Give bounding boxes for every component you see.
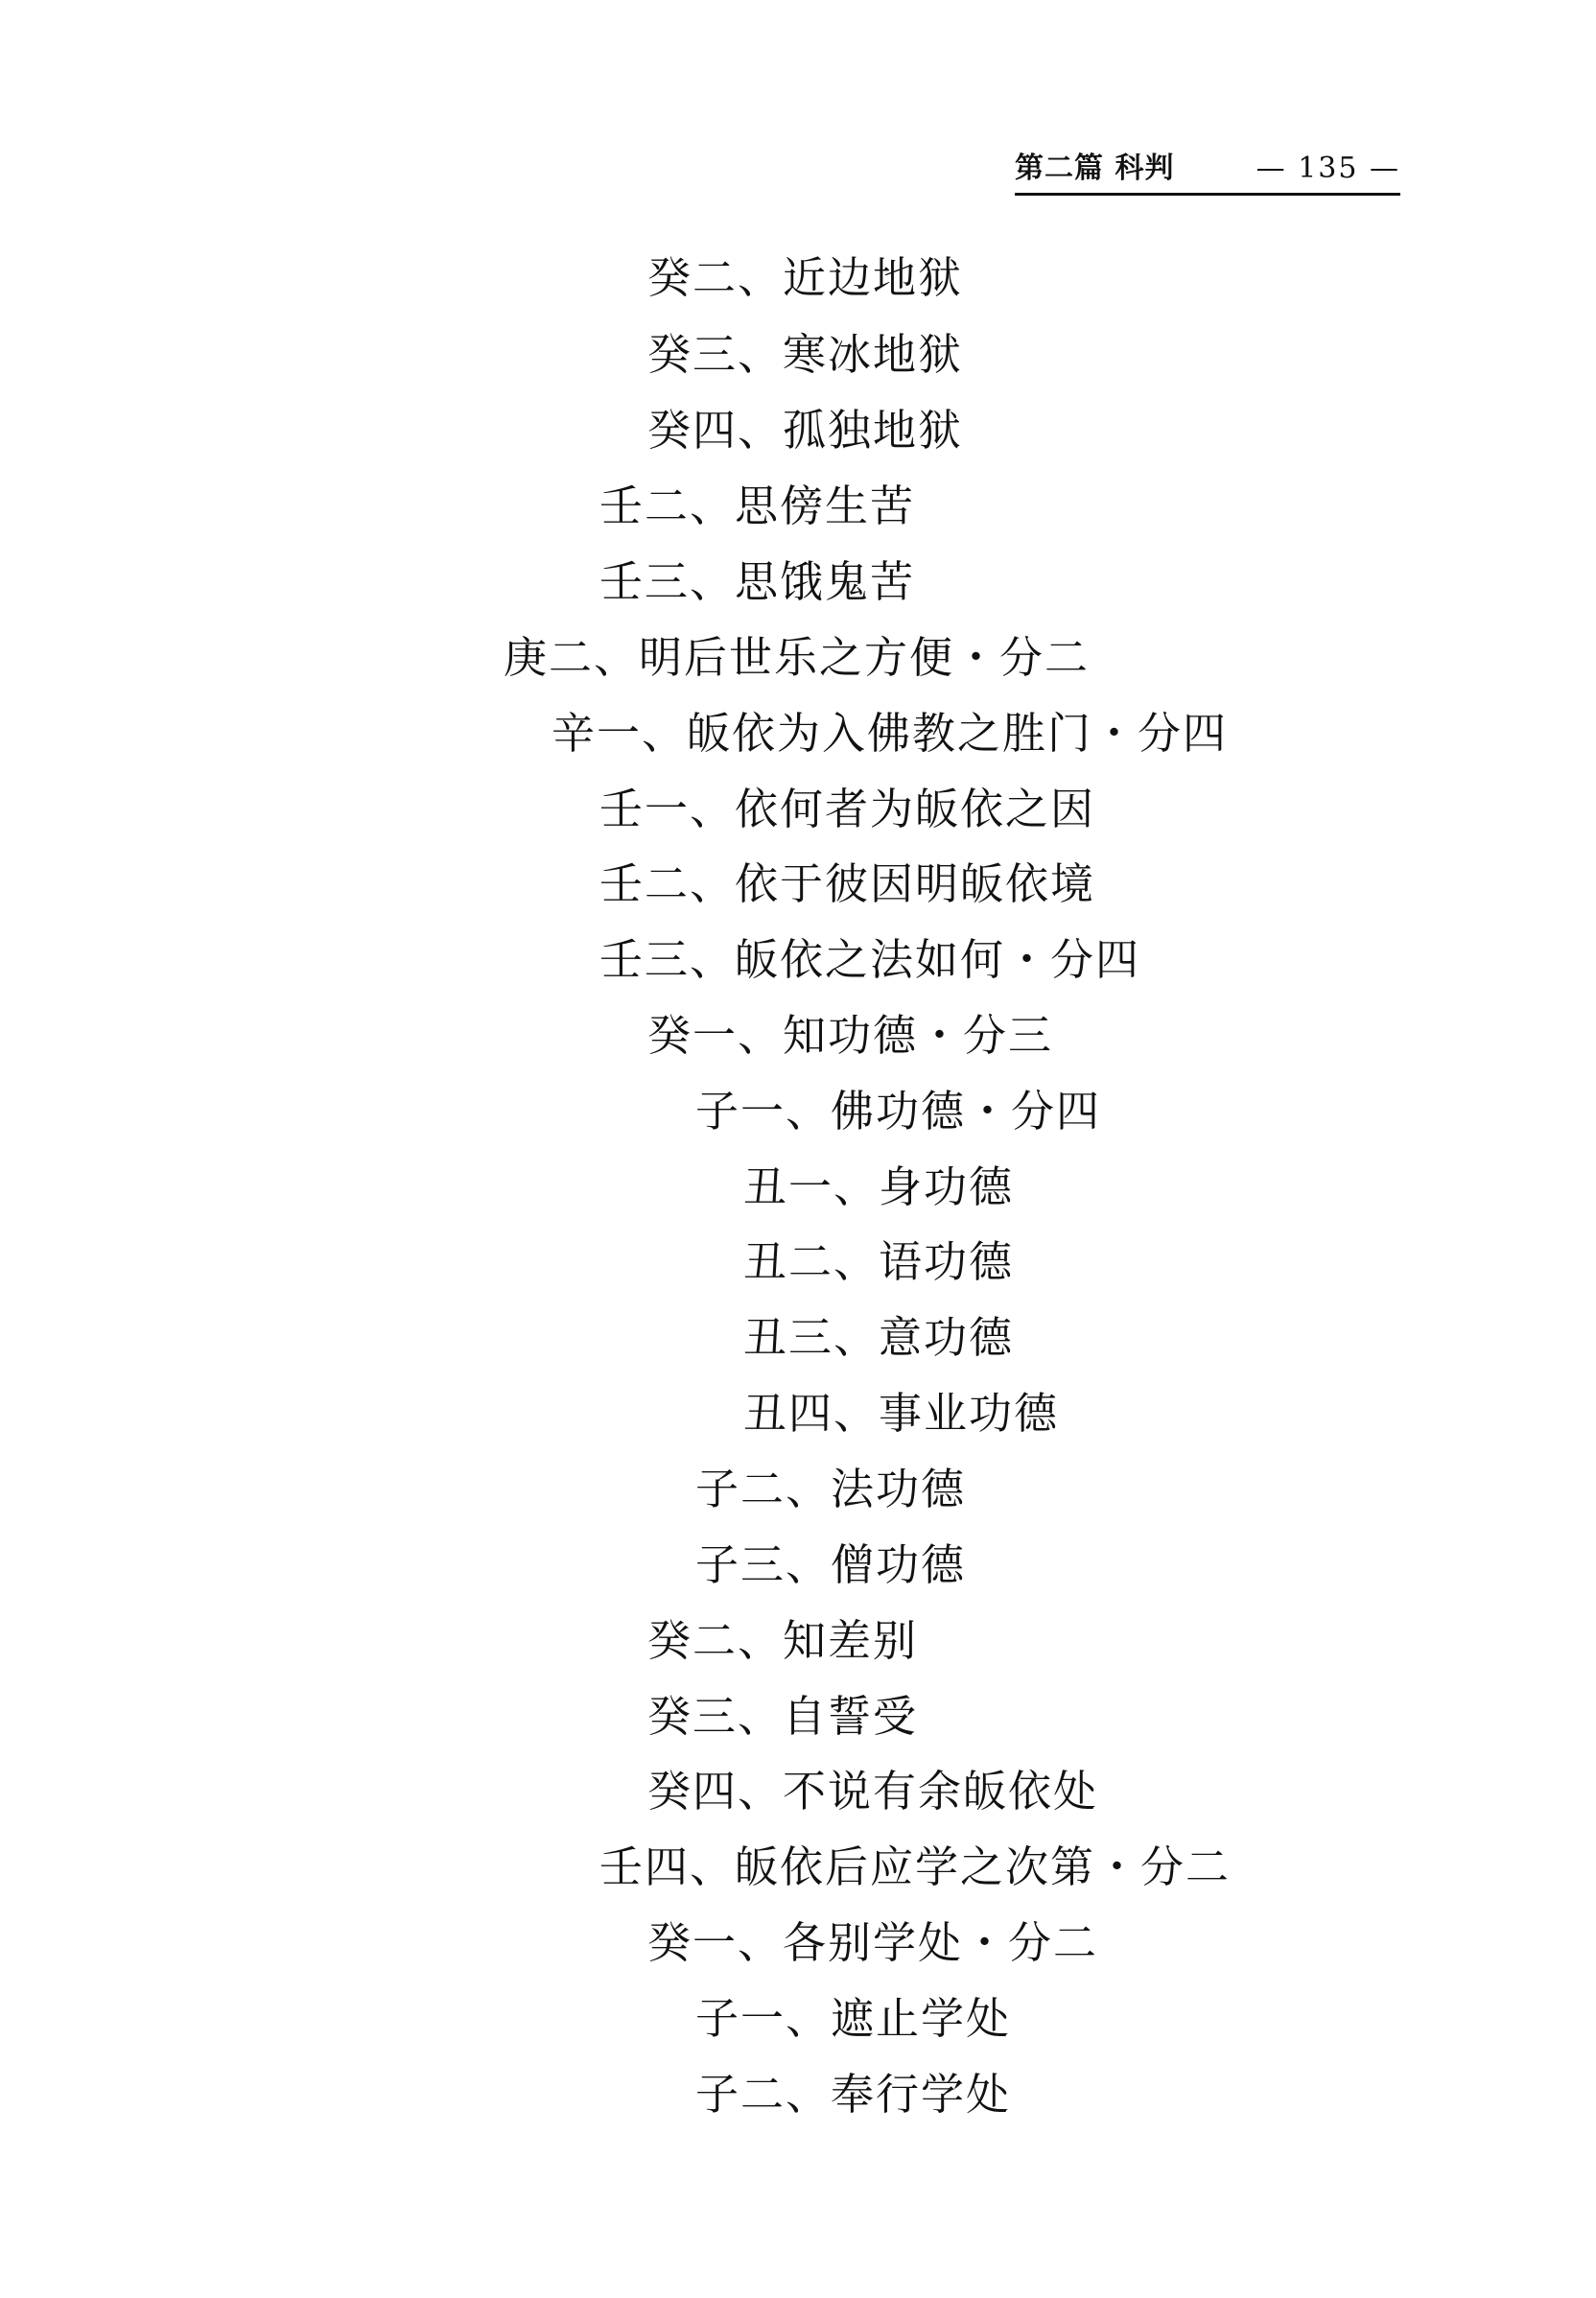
outline-item: 子一、遮止学处 bbox=[695, 1993, 1012, 2044]
outline-item: 壬三、思饿鬼苦 bbox=[599, 556, 916, 607]
outline-item: 壬一、依何者为皈依之因 bbox=[599, 784, 1096, 834]
outline-item: 子二、奉行学处 bbox=[695, 2069, 1012, 2120]
outline-item: 癸四、不说有余皈依处 bbox=[647, 1766, 1099, 1817]
outline-item: 壬四、皈依后应学之次第・分二 bbox=[599, 1841, 1232, 1892]
outline-item: 丑一、身功德 bbox=[743, 1161, 1015, 1212]
outline-item: 壬三、皈依之法如何・分四 bbox=[599, 934, 1141, 985]
running-header bbox=[1015, 146, 1400, 196]
outline-item: 癸三、寒冰地狱 bbox=[647, 329, 964, 380]
outline-item: 癸二、近边地狱 bbox=[647, 252, 964, 303]
outline-item: 癸一、知功德・分三 bbox=[647, 1010, 1054, 1061]
page-number: — 135 — bbox=[1256, 152, 1400, 185]
outline-item: 辛一、皈依为入佛教之胜门・分四 bbox=[552, 708, 1229, 759]
outline-item: 子二、法功德 bbox=[695, 1464, 967, 1514]
chapter-title: 第二篇 科判 bbox=[1015, 152, 1175, 185]
outline-item: 壬二、依于彼因明皈依境 bbox=[599, 858, 1096, 909]
outline-item: 癸四、孤独地狱 bbox=[647, 405, 964, 456]
outline-item: 癸三、自誓受 bbox=[647, 1691, 919, 1742]
outline-item: 子一、佛功德・分四 bbox=[695, 1086, 1102, 1137]
outline-item: 子三、僧功德 bbox=[695, 1539, 967, 1590]
outline-item: 癸一、各别学处・分二 bbox=[647, 1917, 1099, 1968]
outline-item: 丑四、事业功德 bbox=[743, 1388, 1060, 1439]
outline-item: 丑三、意功德 bbox=[743, 1312, 1015, 1363]
outline-item: 壬二、思傍生苦 bbox=[599, 481, 916, 531]
outline-item: 癸二、知差别 bbox=[647, 1615, 919, 1666]
outline-item: 庚二、明后世乐之方便・分二 bbox=[504, 632, 1091, 683]
outline-item: 丑二、语功德 bbox=[743, 1236, 1015, 1287]
